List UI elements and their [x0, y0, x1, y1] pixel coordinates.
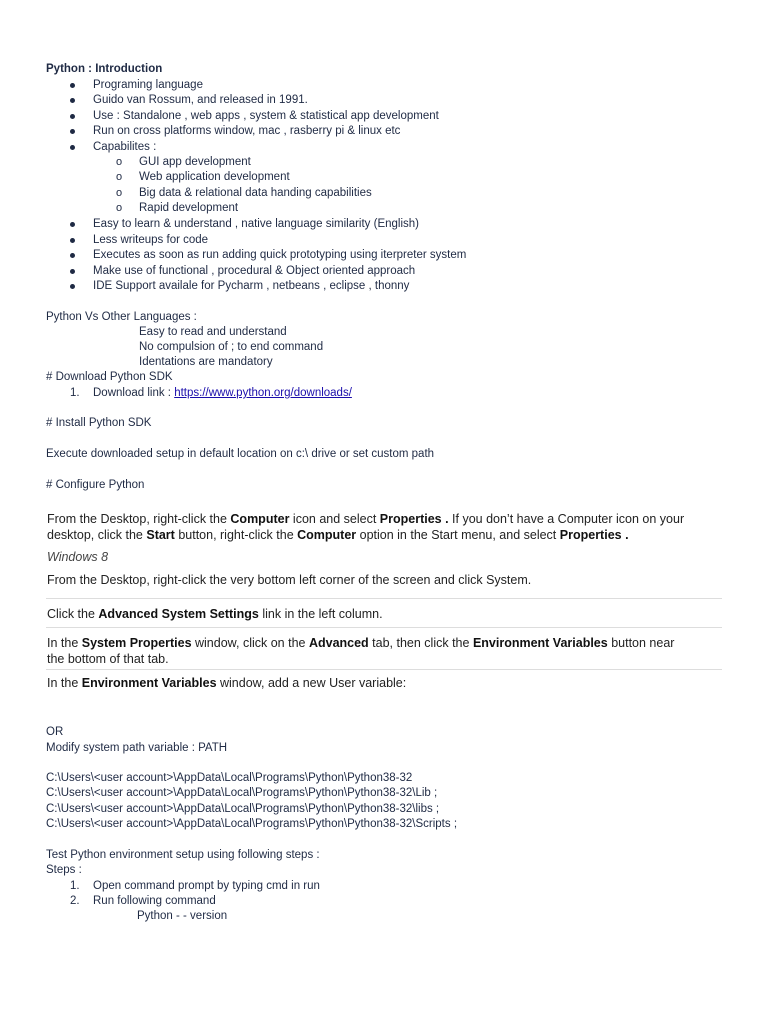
modify-path-text: Modify system path variable : PATH	[46, 742, 228, 754]
bullet-icon	[70, 222, 75, 227]
list-item: IDE Support availale for Pycharm , netbeans , eclipse , thonny	[93, 280, 410, 292]
bullet-icon	[70, 145, 75, 150]
step-item: Open command prompt by typing cmd in run	[93, 880, 320, 892]
sub-bullet-icon: o	[116, 171, 123, 183]
step-item: Run following command	[93, 895, 216, 907]
list-item: Programing language	[93, 79, 203, 91]
sub-list-item: Big data & relational data handing capabilities	[139, 187, 372, 199]
configure-paragraph-3: Click the Advanced System Settings link in the left column.	[47, 607, 383, 621]
vs-item: Easy to read and understand	[139, 326, 287, 338]
path-line: C:\Users\<user account>\AppData\Local\Programs\Python\Python38-32\Lib ;	[46, 787, 438, 799]
list-number: 1.	[70, 387, 80, 399]
sub-list-item: Rapid development	[139, 202, 239, 214]
configure-paragraph-5: In the Environment Variables window, add a new User variable:	[47, 676, 407, 690]
test-heading: Test Python environment setup using following steps :	[46, 849, 320, 861]
list-item: Executes as soon as run adding quick prototyping using iterpreter system	[93, 249, 467, 261]
steps-label: Steps :	[46, 864, 82, 876]
download-link[interactable]: https://www.python.org/downloads/	[174, 387, 352, 399]
intro-heading: Python : Introduction	[46, 63, 163, 75]
download-label: Download link :	[93, 387, 175, 399]
install-heading: # Install Python SDK	[46, 417, 152, 429]
list-item: Guido van Rossum, and released in 1991.	[93, 94, 308, 106]
install-text: Execute downloaded setup in default location on c:\ drive or set custom path	[46, 448, 435, 460]
path-line: C:\Users\<user account>\AppData\Local\Programs\Python\Python38-32\libs ;	[46, 803, 440, 815]
vs-item: Identations are mandatory	[139, 356, 273, 368]
download-line	[93, 386, 352, 400]
bullet-icon	[70, 114, 75, 119]
or-text: OR	[46, 726, 64, 738]
list-number: 2.	[70, 895, 80, 907]
list-item: Capabilites :	[93, 141, 157, 153]
sub-list-item: Web application development	[139, 171, 290, 183]
bullet-icon	[70, 284, 75, 289]
path-line: C:\Users\<user account>\AppData\Local\Programs\Python\Python38-32\Scripts ;	[46, 818, 458, 830]
configure-heading: # Configure Python	[46, 479, 145, 491]
list-item: Easy to learn & understand , native language similarity (English)	[93, 218, 420, 230]
bullet-icon	[70, 83, 75, 88]
download-heading: # Download Python SDK	[46, 371, 173, 383]
windows-8-label: Windows 8	[47, 550, 109, 564]
sub-bullet-icon: o	[116, 187, 123, 199]
divider	[46, 627, 722, 628]
list-item: Use : Standalone , web apps , system & statistical app development	[93, 110, 439, 122]
sub-list-item: GUI app development	[139, 156, 251, 168]
bullet-icon	[70, 129, 75, 134]
configure-paragraph-4: In the System Properties window, click on the Advanced tab, then click the Environment Variables button near the bottom of that tab.	[47, 636, 675, 666]
list-number: 1.	[70, 880, 80, 892]
bullet-icon	[70, 253, 75, 258]
configure-paragraph-1: From the Desktop, right-click the Computer icon and select Properties . If you don’t have a Computer icon on your desktop, click the Start button, right-click the Computer option in the Start menu, and select Properties .	[47, 512, 685, 542]
sub-bullet-icon: o	[116, 156, 123, 168]
configure-paragraph-2: From the Desktop, right-click the very bottom left corner of the screen and click System.	[47, 573, 532, 587]
divider	[46, 669, 722, 670]
sub-bullet-icon: o	[116, 202, 123, 214]
path-line: C:\Users\<user account>\AppData\Local\Programs\Python\Python38-32	[46, 772, 413, 784]
list-item: Run on cross platforms window, mac , rasberry pi & linux etc	[93, 125, 401, 137]
list-item: Make use of functional , procedural & Object oriented approach	[93, 265, 416, 277]
bullet-icon	[70, 269, 75, 274]
command-text: Python - - version	[137, 910, 228, 922]
vs-heading: Python Vs Other Languages :	[46, 311, 197, 323]
bullet-icon	[70, 98, 75, 103]
vs-item: No compulsion of ; to end command	[139, 341, 324, 353]
list-item: Less writeups for code	[93, 234, 209, 246]
bullet-icon	[70, 238, 75, 243]
divider	[46, 598, 722, 599]
